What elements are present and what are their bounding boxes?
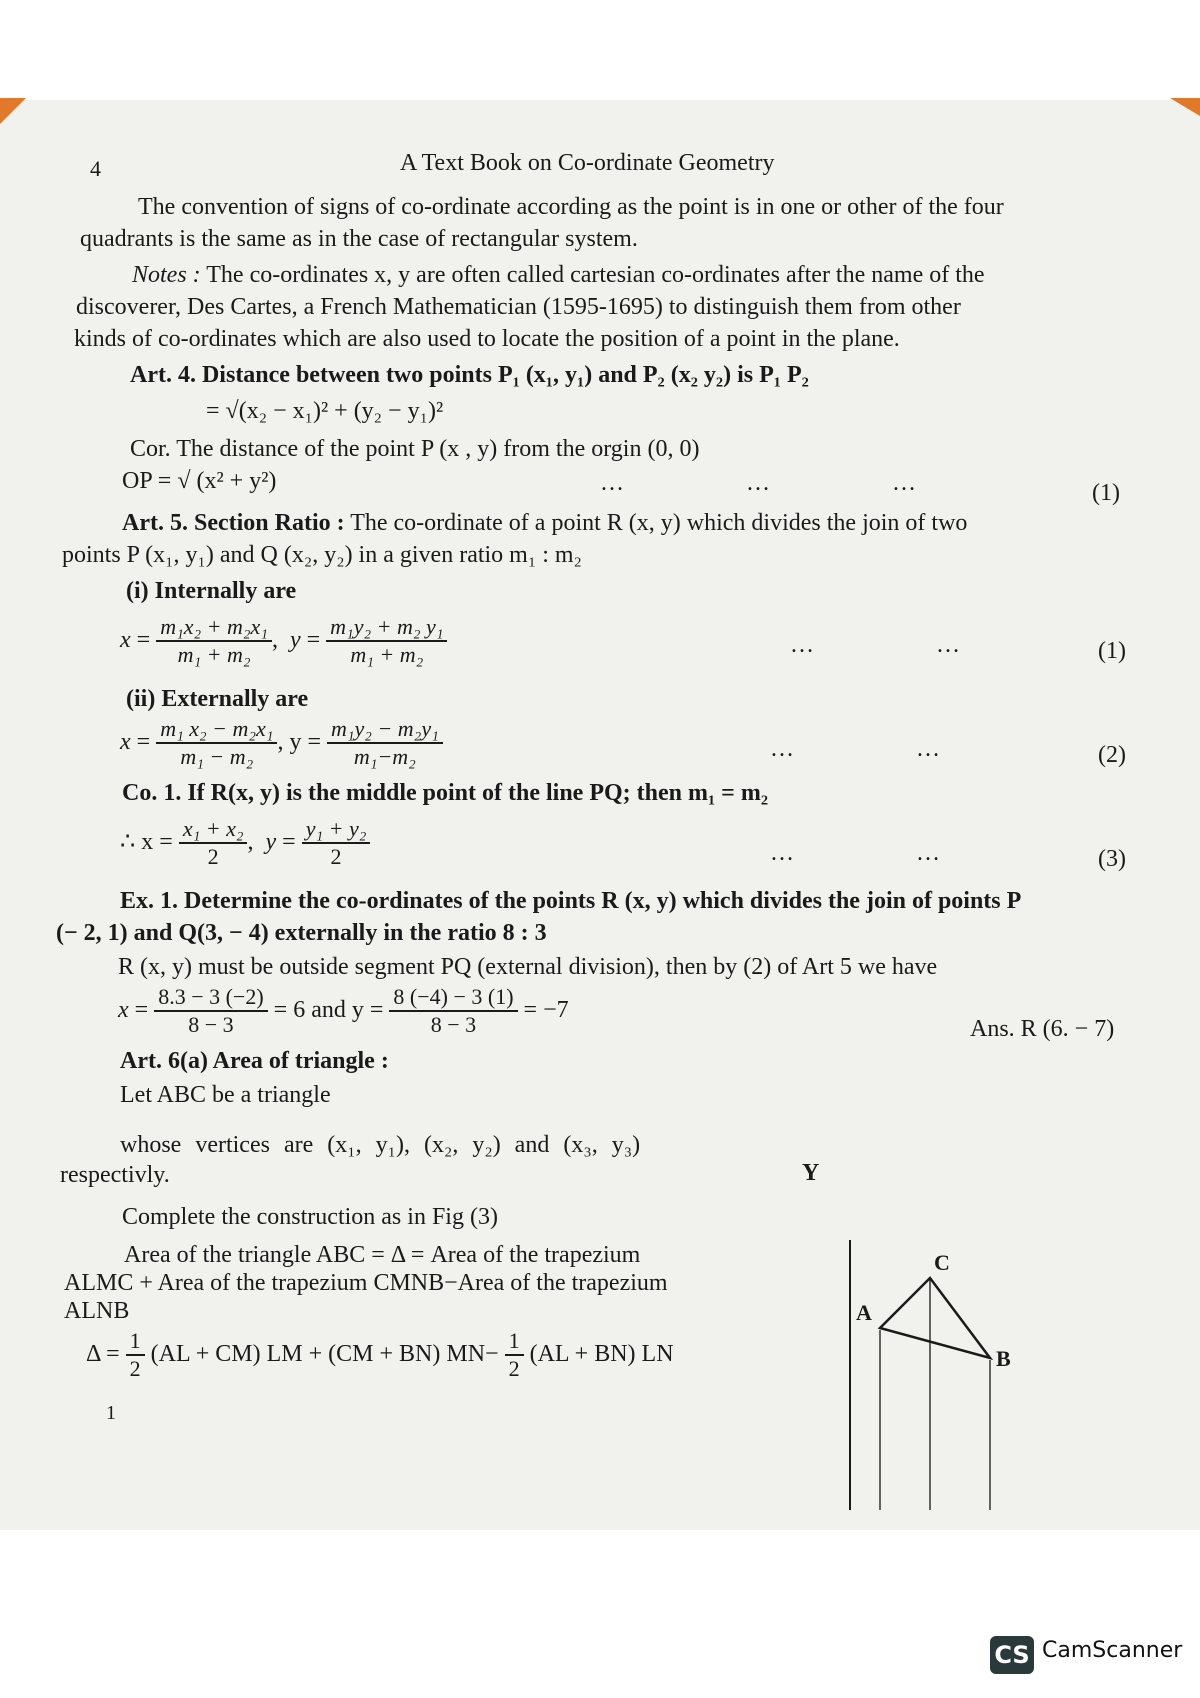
ex1-x-result: = 6 and y = — [273, 997, 384, 1023]
para1-line2: quadrants is the same as in the case of rectangular system. — [80, 226, 638, 252]
triangle-abc — [880, 1278, 990, 1358]
external-y-numerator: m₁y₂ − m₂y₁ — [327, 716, 443, 744]
triangle-figure — [802, 1160, 1190, 1510]
internal-formula: x = $\frac{\text{m₁x₂ + m₂x₁}}{\text{m₁ + m₂}}$ , y = $\frac{\text{m₁y₂ + m₂ y₁}}{\text{m₁ + m₂}}$ — [120, 610, 447, 670]
ex1-x-denominator: 8 − 3 — [188, 1012, 234, 1038]
internal-x-fraction — [156, 614, 272, 668]
area-lhs: Δ = — [86, 1341, 120, 1367]
ex1-y-denominator: 8 − 3 — [430, 1012, 477, 1038]
leader-dots: … … — [770, 736, 942, 762]
external-label: (ii) Externally are — [126, 686, 309, 712]
art6-line7: ALNB — [64, 1298, 130, 1324]
ex1-y-numerator: 8 (−4) − 3 (1) — [389, 984, 517, 1012]
notes-line1 — [132, 260, 985, 290]
midpoint-x-fraction — [179, 816, 248, 870]
art6-heading: Art. 6(a) Area of triangle : — [120, 1048, 389, 1074]
ex1-line1: Ex. 1. Determine the co-ordinates of the points R (x, y) which divides the join of points P — [120, 888, 1022, 914]
vertex-b-label: B — [996, 1346, 1011, 1371]
internal-label: (i) Internally are — [126, 578, 297, 604]
external-x-fraction — [156, 716, 277, 770]
vertex-a-label: A — [856, 1300, 872, 1325]
corollary-text: Co. 1. If R(x, y) is the middle point of the line PQ; then m₁ = m₂ — [122, 780, 769, 806]
internal-x-denominator: m₁ + m₂ — [177, 642, 251, 668]
internal-y-fraction — [326, 614, 447, 668]
art5-intro: The co-ordinate of a point R (x, y) which divides the join of two — [350, 510, 968, 536]
internal-eq-number: (1) — [1098, 638, 1126, 664]
running-title: A Text Book on Co-ordinate Geometry — [400, 150, 775, 176]
midpoint-y-denominator: 2 — [330, 844, 342, 870]
notes-line3: kinds of co-ordinates which are also used to locate the position of a point in the plane. — [74, 326, 900, 352]
half-denominator: 2 — [508, 1356, 520, 1382]
art6-line2: whose vertices are (x₁, y₁), (x₂, y₂) and (x₃, y₃) — [120, 1132, 641, 1158]
para1-line1: The convention of signs of co-ordinate according as the point is in one or other of the four — [138, 194, 1004, 220]
midpoint-formula: ∴ x = $\frac{\text{x₁ + x₂}}{2}$ , y = $\frac{\text{y₁ + y₂}}{2}$ — [120, 812, 370, 872]
internal-y-denominator: m₁ + m₂ — [350, 642, 424, 668]
page-number: 4 — [90, 156, 101, 181]
ex1-answer: Ans. R (6. − 7) — [970, 1016, 1115, 1042]
area-half-1 — [126, 1328, 145, 1382]
art6-line5: Area of the triangle ABC = Δ = Area of the trapezium — [124, 1242, 641, 1268]
notes-line2: discoverer, Des Cartes, a French Mathematician (1595-1695) to distinguish them from other — [76, 294, 961, 320]
ex1-y-fraction — [389, 984, 517, 1038]
side-ab — [880, 1328, 990, 1358]
art6-line4: Complete the construction as in Fig (3) — [122, 1204, 498, 1230]
external-eq-number: (2) — [1098, 742, 1126, 768]
notes-text: The co-ordinates x, y are often called cartesian co-ordinates after the name of the — [206, 262, 985, 288]
camscanner-logo: CS — [990, 1636, 1034, 1674]
art5-heading: Art. 5. Section Ratio : — [122, 510, 345, 536]
area-middle-terms: (AL + CM) LM + (CM + BN) MN− — [150, 1341, 499, 1367]
external-x-numerator: m₁ x₂ − m₂x₁ — [156, 716, 277, 744]
ex1-x-numerator: 8.3 − 3 (−2) — [154, 984, 267, 1012]
art5-line1 — [122, 508, 967, 538]
external-y-denominator: m₁−m₂ — [353, 744, 416, 770]
external-formula: x = $\frac{\text{m₁ x₂ − m₂x₁}}{\text{m₁ − m₂}}$ , y = $\frac{\text{m₁y₂ − m₂y₁}}{\text{m₁−m₂}}$ — [120, 712, 443, 772]
corollary-midpoint — [122, 778, 768, 808]
ex1-y-result: = −7 — [523, 997, 569, 1023]
art6-line3: respectivly. — [60, 1162, 170, 1188]
midpoint-x-numerator: x₁ + x₂ — [179, 816, 248, 844]
leader-dots: … … — [770, 840, 942, 866]
y-axis-label: Y — [802, 1160, 820, 1186]
art4-distance-formula: = √(x₂ − x₁)² + (y₂ − y₁)² — [206, 398, 444, 424]
page-corner-right — [1170, 98, 1200, 116]
ex1-x-fraction — [154, 984, 267, 1038]
ex1-solution: x = $\frac{8.3 - 3 (-2)}{8 - 3}$ = 6 and y = $\frac{8 (-4) - 3 (1)}{8 - 3}$ = −7 — [118, 984, 569, 1038]
area-formula — [86, 1324, 674, 1384]
art6-line6: ALMC + Area of the trapezium CMNB−Area of the trapezium — [64, 1270, 668, 1296]
vertex-c-label: C — [934, 1250, 950, 1275]
area-half-2 — [505, 1328, 524, 1382]
midpoint-y-numerator: y₁ + y₂ — [302, 816, 371, 844]
midpoint-x-denominator: 2 — [207, 844, 219, 870]
internal-y-numerator: m₁y₂ + m₂ y₁ — [326, 614, 447, 642]
internal-x-numerator: m₁x₂ + m₂x₁ — [156, 614, 272, 642]
half-denominator: 2 — [129, 1356, 141, 1382]
footnote-marker: 1 — [106, 1402, 116, 1424]
external-x-denominator: m₁ − m₂ — [180, 744, 254, 770]
leader-dots: … … … — [600, 470, 918, 496]
art6-line1: Let ABC be a triangle — [120, 1082, 331, 1108]
external-y-fraction — [327, 716, 443, 770]
art5-line2: points P (x₁, y₁) and Q (x₂, y₂) in a given ratio m₁ : m₂ — [62, 542, 582, 568]
art4-heading: Art. 4. Distance between two points P₁ (x₁, y₁) and P₂ (x₂ y₂) is P₁ P₂ — [130, 362, 809, 388]
area-last-term: (AL + BN) LN — [529, 1341, 674, 1367]
half-numerator: 1 — [126, 1328, 145, 1356]
art4-eq-number: (1) — [1092, 480, 1120, 506]
art4-op-formula: OP = √ (x² + y²) — [122, 468, 277, 494]
art4-corollary: Cor. The distance of the point P (x , y) from the orgin (0, 0) — [130, 436, 700, 462]
midpoint-y-fraction — [302, 816, 371, 870]
camscanner-text: CamScanner — [1042, 1638, 1183, 1663]
ex1-line2: (− 2, 1) and Q(3, − 4) externally in the ratio 8 : 3 — [56, 920, 547, 946]
notes-label: Notes : — [132, 262, 201, 288]
midpoint-eq-number: (3) — [1098, 846, 1126, 872]
half-numerator: 1 — [505, 1328, 524, 1356]
leader-dots: … … — [790, 632, 962, 658]
page-corner-left — [0, 98, 26, 124]
ex1-line3: R (x, y) must be outside segment PQ (external division), then by (2) of Art 5 we have — [118, 954, 938, 980]
